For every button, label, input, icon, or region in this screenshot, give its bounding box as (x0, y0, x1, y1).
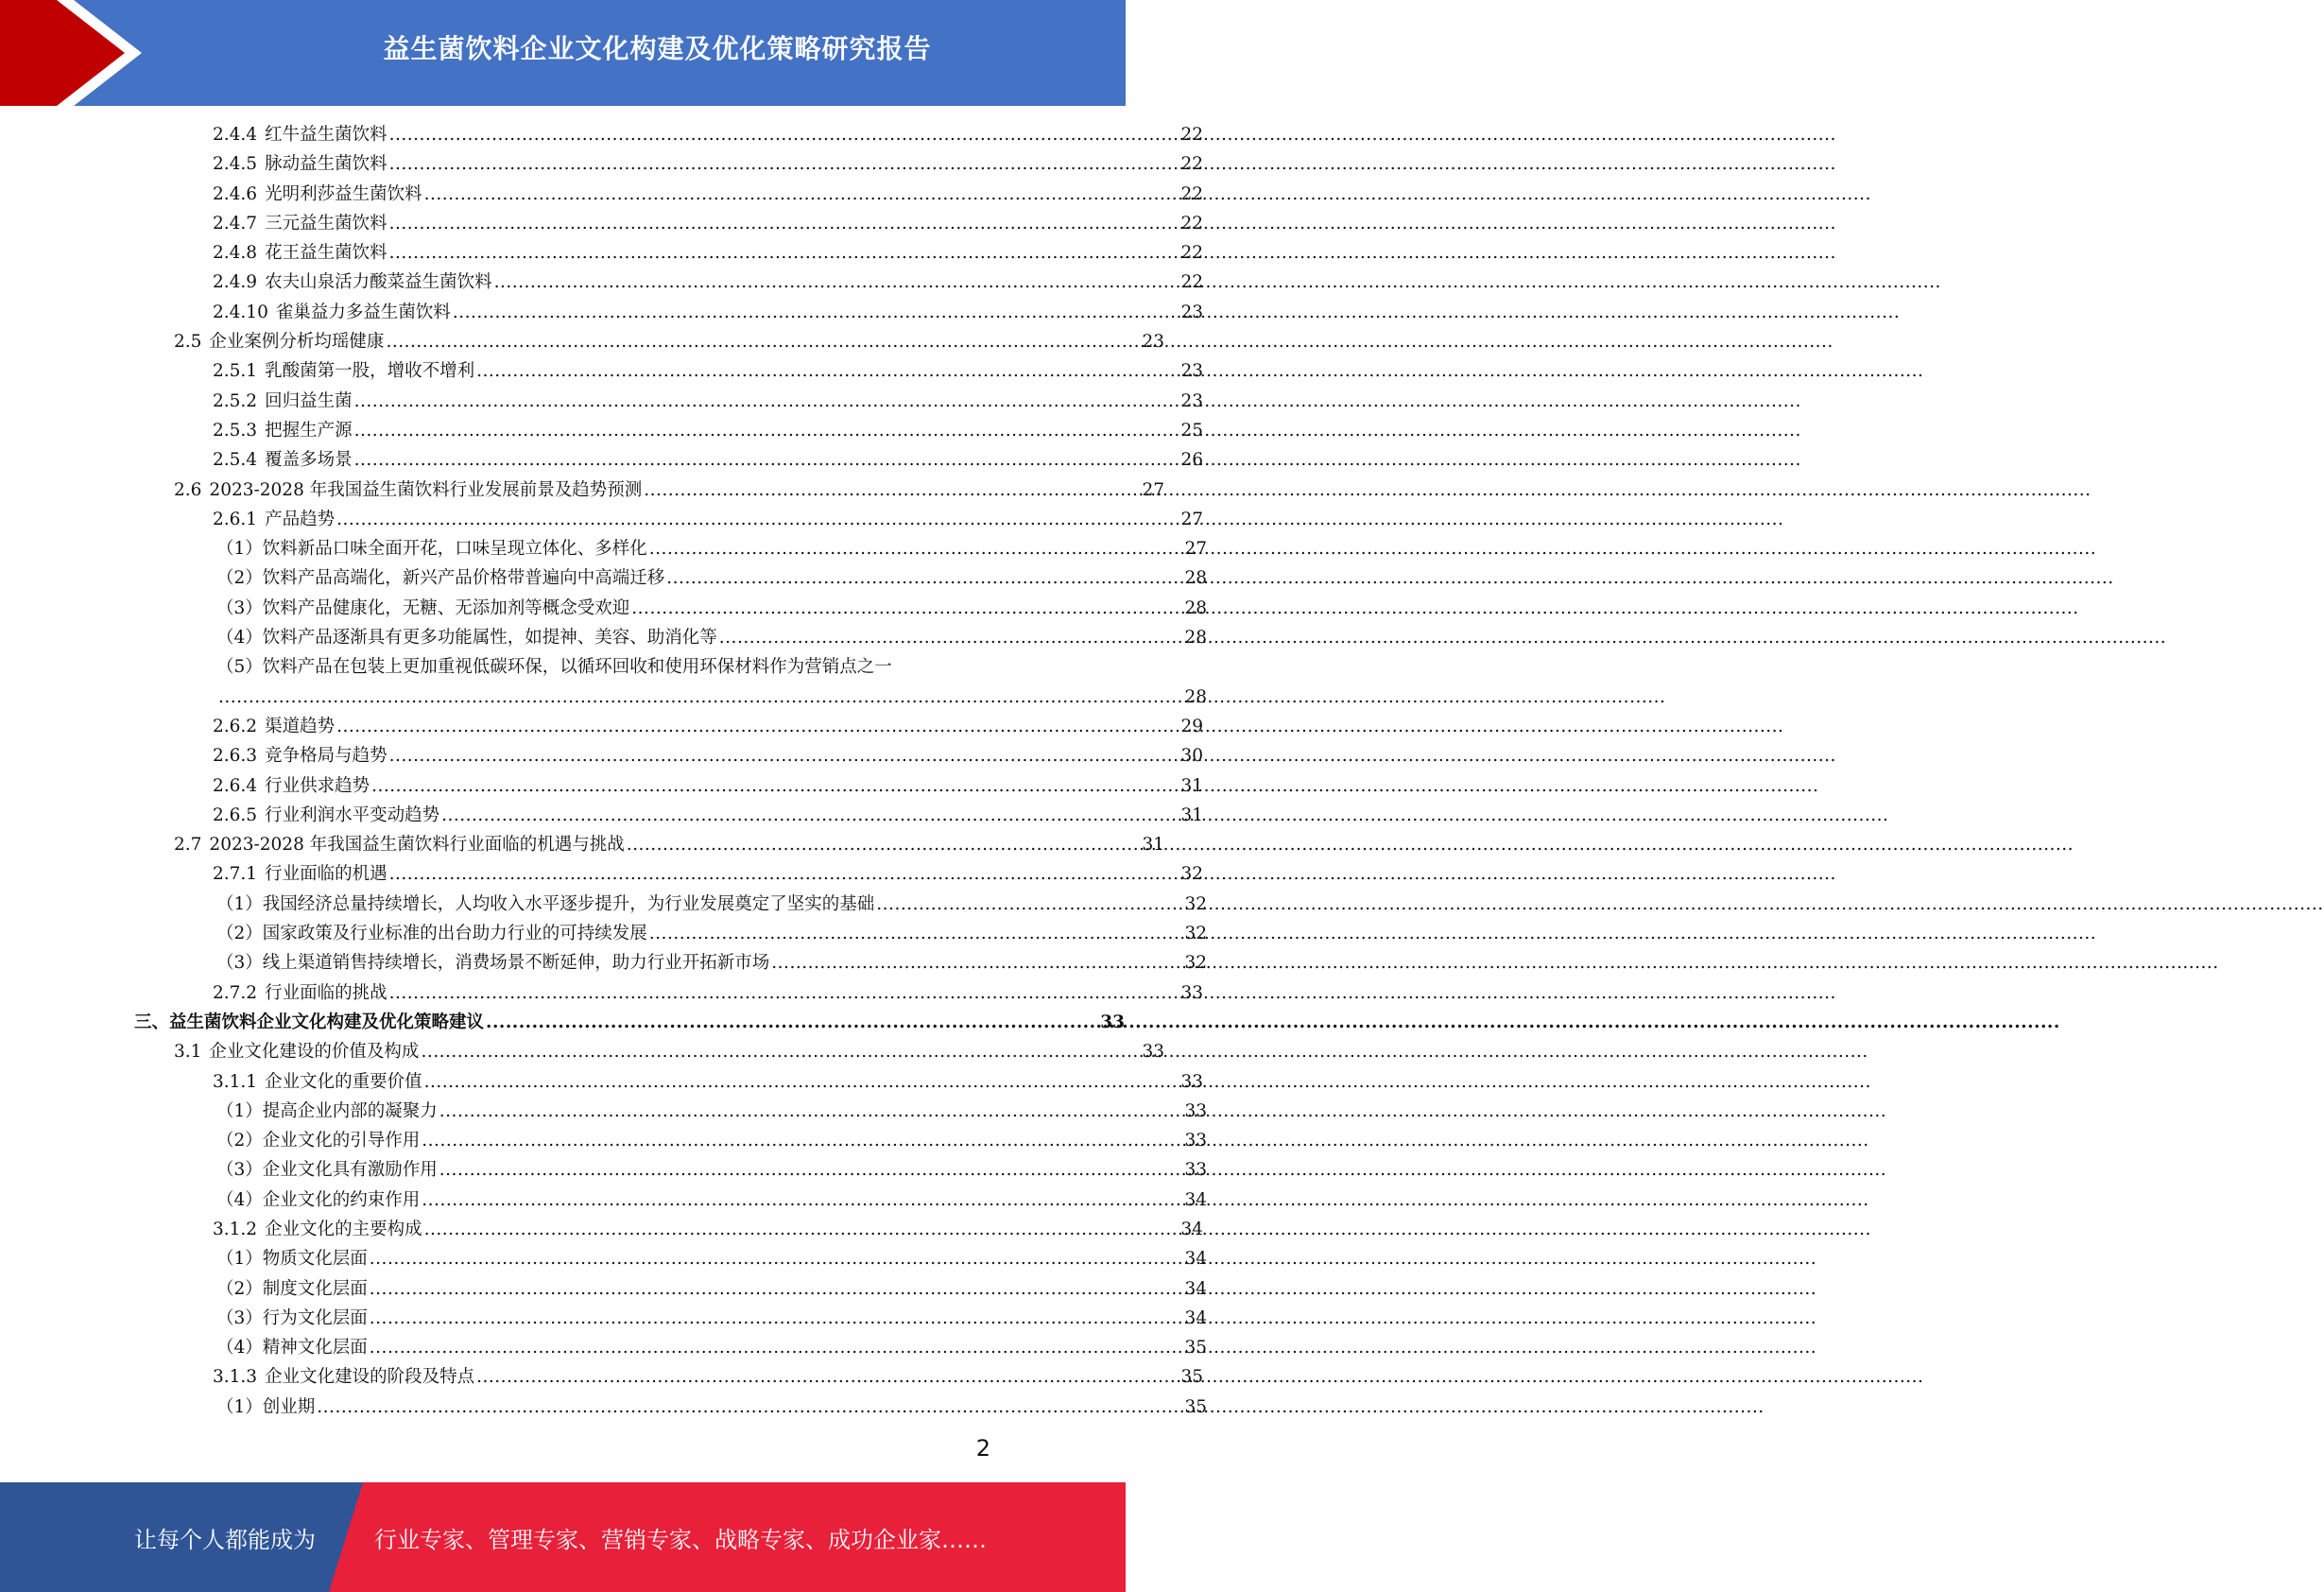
toc-entry-text: 物质文化层面 (262, 1249, 368, 1270)
toc-entry-text: 行业面临的机遇 (265, 864, 387, 885)
toc-entry[interactable] (0, 1362, 1203, 1392)
toc-leader-dots (336, 712, 1179, 741)
toc-entry[interactable] (0, 890, 1207, 919)
toc-leader-dots (644, 476, 1140, 505)
toc-leader-dots (439, 1097, 1183, 1126)
toc-entry-number: 2.4.7 (213, 213, 258, 234)
toc-page-number: 22 (1180, 154, 1203, 175)
toc-leader-dots (336, 505, 1179, 534)
toc-entry-number: 2.5.2 (213, 390, 258, 411)
toc-page-number: 32 (1180, 864, 1203, 885)
toc-entry-text: 脉动益生菌饮料 (265, 154, 387, 175)
toc-leader-dots (354, 416, 1179, 445)
toc-entry-label (213, 238, 387, 268)
toc-entry-label (213, 771, 370, 801)
toc-leader-dots (476, 356, 1179, 386)
toc-entry[interactable] (0, 652, 990, 682)
footer-roles: 行业专家、管理专家、营销专家、战略专家、成功企业家…… (374, 1526, 987, 1553)
toc-entry-label (134, 1008, 484, 1037)
toc-entry-number: 2.4.9 (213, 272, 258, 293)
toc-entry-text: 企业文化的重要价值 (265, 1071, 422, 1092)
toc-entry-label (213, 978, 387, 1008)
toc-entry-text: 企业文化的引导作用 (262, 1131, 421, 1151)
toc-entry-label (213, 298, 451, 327)
toc-entry[interactable] (0, 268, 1203, 297)
toc-entry[interactable] (0, 594, 1207, 623)
toc-page-number: 34 (1180, 1219, 1203, 1239)
toc-entry-text: 光明利莎益生菌饮料 (265, 183, 422, 204)
toc-entry-number: 3.1.3 (213, 1367, 258, 1388)
toc-entry-label (216, 652, 892, 682)
toc-entry-number: 2.6.4 (213, 775, 258, 796)
toc-entry-number: 2.6 (174, 479, 202, 500)
toc-entry-number: 2.4.5 (213, 154, 258, 175)
toc-entry-number: 3.1 (174, 1042, 202, 1063)
toc-entry-label (213, 859, 387, 889)
toc-entry-label (213, 1067, 422, 1097)
toc-page-number: 27 (1142, 479, 1164, 500)
toc-entry[interactable] (0, 1244, 1207, 1273)
toc-leader-dots (371, 771, 1179, 801)
toc-leader-dots (386, 327, 1140, 356)
toc-entry-text: 行业面临的挑战 (265, 982, 387, 1003)
toc-entry-text: 农夫山泉活力酸菜益生菌饮料 (265, 272, 492, 293)
toc-entry-text: 企业案例分析均瑶健康 (209, 332, 385, 353)
toc-entry-label (216, 1393, 315, 1422)
toc-entry-text: 覆盖多场景 (265, 450, 353, 471)
toc-entry-number: 2.5.3 (213, 420, 258, 441)
toc-page-number: 35 (1184, 1396, 1207, 1417)
toc-page-number: 34 (1184, 1307, 1207, 1328)
toc-leader-dots (370, 1274, 1183, 1304)
toc-entry-label (213, 445, 353, 475)
toc-leader-dots (389, 859, 1179, 889)
toc-page-number: 23 (1142, 332, 1164, 353)
toc-page-number: 32 (1184, 924, 1207, 944)
toc-leader-dots (424, 1067, 1179, 1097)
toc-entry-text: 创业期 (262, 1396, 316, 1417)
toc-entry-text: 精神文化层面 (262, 1338, 368, 1358)
toc-entry-number: 2.6.5 (213, 805, 258, 825)
toc-page-number: 33 (1184, 1131, 1207, 1151)
toc-leader-dots (494, 268, 1179, 297)
toc-entry[interactable] (0, 238, 1203, 268)
toc-page-number: 32 (1184, 893, 1207, 914)
toc-entry[interactable] (0, 771, 1203, 801)
toc-entry-text: 益生菌饮料企业文化构建及优化策略建议 (169, 1012, 485, 1032)
toc-entry[interactable] (0, 445, 1203, 475)
toc-entry[interactable] (0, 1155, 1207, 1185)
toc-entry-number: 2.5 (174, 332, 202, 353)
toc-entry-text: 红牛益生菌饮料 (265, 125, 387, 145)
toc-page-number: 26 (1180, 450, 1203, 471)
toc-page-number: 34 (1184, 1278, 1207, 1299)
toc-leader-dots (422, 1126, 1182, 1155)
toc-entry-label (216, 534, 647, 563)
toc-entry-number: （3） (216, 597, 263, 618)
toc-entry-number: 2.4.6 (213, 183, 258, 204)
toc-entry-label (216, 563, 664, 593)
toc-entry-label (216, 594, 629, 623)
toc-entry-number: （1） (216, 1249, 263, 1270)
toc-entry[interactable] (0, 416, 1203, 445)
toc-page-number: 22 (1180, 183, 1203, 204)
toc-entry-text: 2023-2028 年我国益生菌饮料行业发展前景及趋势预测 (209, 479, 643, 500)
toc-page-number: 27 (1180, 509, 1203, 529)
toc-page-number: 35 (1184, 1338, 1207, 1358)
toc-entry-continuation[interactable] (0, 683, 1207, 712)
toc-leader-dots (421, 1037, 1140, 1066)
toc-entry-text: 竞争格局与趋势 (265, 746, 387, 767)
toc-leader-dots (370, 1244, 1183, 1273)
toc-entry[interactable] (0, 476, 1164, 505)
toc-entry-label (213, 505, 335, 534)
toc-entry-number: （2） (216, 1131, 263, 1151)
toc-entry-number: （2） (216, 1278, 263, 1299)
toc-leader-dots (771, 948, 1182, 978)
toc-page-number: 31 (1142, 835, 1164, 856)
toc-entry-number: （4） (216, 1338, 263, 1358)
toc-entry[interactable] (0, 563, 1207, 593)
toc-leader-dots (389, 149, 1179, 179)
toc-entry[interactable] (0, 387, 1203, 416)
toc-page-number: 32 (1184, 953, 1207, 974)
toc-leader-dots (389, 209, 1179, 238)
toc-entry[interactable] (0, 1215, 1203, 1244)
toc-entry[interactable] (0, 741, 1203, 770)
toc-page-number: 29 (1180, 716, 1203, 736)
footer-slogan: 让每个人都能成为 (134, 1526, 316, 1553)
toc-page-number: 31 (1180, 805, 1203, 825)
toc-entry-number: （2） (216, 568, 263, 589)
toc-entry-number: （1） (216, 539, 263, 560)
toc-entry-text: 提高企业内部的凝聚力 (262, 1100, 438, 1121)
toc-entry[interactable] (0, 149, 1203, 179)
toc-page-number: 25 (1180, 420, 1203, 441)
toc-entry-label (216, 623, 717, 652)
toc-entry-label (174, 830, 625, 859)
toc-leader-dots (422, 1185, 1182, 1215)
toc-leader-dots (719, 623, 1183, 652)
toc-entry[interactable] (0, 978, 1203, 1008)
toc-entry[interactable] (0, 534, 1207, 563)
toc-entry-text: 饮料产品在包装上更加重视低碳环保，以循环回收和使用环保材料作为营销点之一 (262, 657, 892, 678)
toc-page-number: 28 (1184, 568, 1207, 589)
toc-entry-label (213, 801, 439, 830)
toc-entry[interactable] (0, 830, 1164, 859)
toc-entry-text: 企业文化建设的价值及构成 (209, 1042, 420, 1063)
toc-entry[interactable] (0, 1304, 1207, 1333)
toc-leader-dots (370, 1333, 1183, 1362)
toc-entry[interactable] (0, 1333, 1207, 1362)
toc-entry-text: 企业文化具有激励作用 (262, 1160, 438, 1181)
toc-page-number: 35 (1180, 1367, 1203, 1388)
toc-page-number: 30 (1180, 746, 1203, 767)
toc-leader-dots (441, 801, 1179, 830)
toc-entry-label (213, 120, 387, 149)
toc-entry-label (216, 1155, 438, 1185)
toc-entry[interactable] (0, 859, 1203, 889)
toc-leader-dots (424, 1215, 1179, 1244)
toc-page-number: 33 (1184, 1100, 1207, 1121)
toc-entry-text: 2023-2028 年我国益生菌饮料行业面临的机遇与挑战 (209, 835, 625, 856)
toc-leader-dots (389, 238, 1179, 268)
toc-entry-label (216, 1097, 438, 1126)
toc-entry-label (213, 149, 387, 179)
toc-entry[interactable] (0, 505, 1203, 534)
toc-page-number: 33 (1100, 1012, 1125, 1032)
toc-entry-text: 企业文化的约束作用 (262, 1189, 421, 1210)
toc-entry[interactable] (0, 356, 1203, 386)
toc-entry-number: （3） (216, 953, 263, 974)
toc-entry[interactable] (0, 1008, 1125, 1037)
toc-entry[interactable] (0, 209, 1203, 238)
toc-entry-text: 把握生产源 (265, 420, 353, 441)
toc-entry[interactable] (0, 1126, 1207, 1155)
toc-entry-label (216, 1333, 368, 1362)
toc-page-number: 33 (1142, 1042, 1164, 1063)
toc-entry-text: 线上渠道销售持续增长，消费场景不断延伸，助力行业开拓新市场 (262, 953, 770, 974)
toc-entry-label (213, 268, 492, 297)
toc-entry-label (216, 948, 769, 978)
toc-entry-number: 2.6.2 (213, 716, 258, 736)
toc-entry-label (216, 1185, 420, 1215)
toc-entry-text: 饮料新品口味全面开花，口味呈现立体化、多样化 (262, 539, 647, 560)
toc-entry[interactable] (0, 801, 1203, 830)
toc-entry-text: 产品趋势 (265, 509, 336, 529)
toc-leader-dots (317, 1393, 1182, 1422)
toc-entry-label (174, 1037, 419, 1066)
toc-entry[interactable] (0, 948, 1207, 978)
toc-entry-number: 2.7.2 (213, 982, 258, 1003)
toc-page-number: 28 (1184, 628, 1207, 649)
toc-page-number: 31 (1180, 775, 1203, 796)
toc-entry-label (213, 387, 353, 416)
toc-entry-text: 行业供求趋势 (265, 775, 370, 796)
toc-page-number: 27 (1184, 539, 1207, 560)
toc-entry-number: 2.5.1 (213, 361, 258, 382)
report-title: 益生菌饮料企业文化构建及优化策略研究报告 (383, 33, 932, 64)
toc-entry-text: 三元益生菌饮料 (265, 213, 387, 234)
toc-page-number: 23 (1180, 361, 1203, 382)
toc-entry-number: 2.4.4 (213, 125, 258, 145)
toc-entry-number: 2.7 (174, 835, 202, 856)
toc-entry-number: 三、 (134, 1012, 170, 1032)
header-arrow-graphic (0, 0, 151, 106)
toc-leader-dots (649, 534, 1183, 563)
toc-entry[interactable] (0, 1067, 1203, 1097)
toc-leader-dots (389, 978, 1179, 1008)
toc-page-number: 33 (1180, 982, 1203, 1003)
toc-entry[interactable] (0, 1274, 1207, 1304)
toc-entry[interactable] (0, 623, 1207, 652)
toc-entry-number: 2.4.10 (213, 302, 268, 322)
toc-page-number: 33 (1184, 1160, 1207, 1181)
toc-entry[interactable] (0, 1393, 1207, 1422)
toc-entry-text: 雀巢益力多益生菌饮料 (275, 302, 451, 322)
toc-page-number: 22 (1180, 272, 1203, 293)
toc-entry-number: （1） (216, 1396, 263, 1417)
toc-entry-text: 花王益生菌饮料 (265, 243, 387, 264)
toc-leader-dots (218, 683, 1182, 712)
toc-entry-number: （4） (216, 628, 263, 649)
toc-entry-number: 3.1.1 (213, 1071, 258, 1092)
toc-leader-dots (439, 1155, 1183, 1185)
toc-entry-text: 企业文化建设的阶段及特点 (265, 1367, 475, 1388)
toc-entry-label (216, 919, 647, 948)
toc-leader-dots (476, 1362, 1179, 1392)
toc-entry-label (213, 741, 387, 770)
toc-leader-dots (627, 830, 1141, 859)
toc-page-number: 28 (1184, 686, 1207, 707)
toc-entry-text: 渠道趋势 (265, 716, 336, 736)
toc-entry-label (213, 180, 422, 209)
toc-leader-dots (666, 563, 1182, 593)
toc-leader-dots (486, 1008, 1098, 1037)
toc-entry-text: 乳酸菌第一股，增收不增利 (265, 361, 475, 382)
toc-entry-number: 2.6.3 (213, 746, 258, 767)
toc-entry-text: 企业文化的主要构成 (265, 1219, 422, 1239)
toc-entry-label (216, 1304, 368, 1333)
header-bar (0, 0, 1126, 106)
toc-entry-number: 2.5.4 (213, 450, 258, 471)
toc-entry-label (174, 327, 384, 356)
toc-page-number: 22 (1180, 213, 1203, 234)
toc-leader-dots (876, 890, 1182, 919)
toc-page-number: 28 (1184, 597, 1207, 618)
footer-bar (0, 1482, 1126, 1592)
toc-entry-number: （4） (216, 1189, 263, 1210)
toc-entry-label (216, 1244, 368, 1273)
toc-page-number: 33 (1180, 1071, 1203, 1092)
toc-leader-dots (389, 120, 1179, 149)
toc-entry-label (213, 1215, 422, 1244)
toc-page-number: 34 (1184, 1189, 1207, 1210)
toc-leader-dots (370, 1304, 1183, 1333)
toc-entry[interactable] (0, 1097, 1207, 1126)
toc-entry-label (216, 890, 874, 919)
toc-page-number: 22 (1180, 125, 1203, 145)
toc-leader-dots (453, 298, 1179, 327)
toc-leader-dots (424, 180, 1179, 209)
toc-entry-label (213, 712, 335, 741)
toc-entry[interactable] (0, 298, 1203, 327)
toc-entry-number: 3.1.2 (213, 1219, 258, 1239)
toc-entry-text: 我国经济总量持续增长，人均收入水平逐步提升，为行业发展奠定了坚实的基础 (262, 893, 875, 914)
toc-page-number: 34 (1184, 1249, 1207, 1270)
toc-leader-dots (354, 387, 1179, 416)
toc-page-number: 22 (1180, 243, 1203, 264)
toc-leader-dots (649, 919, 1183, 948)
toc-entry[interactable] (0, 1037, 1164, 1066)
toc-entry-number: 2.7.1 (213, 864, 258, 885)
toc-leader-dots (354, 445, 1179, 475)
table-of-contents (0, 120, 1207, 1422)
toc-entry-text: 国家政策及行业标准的出台助力行业的可持续发展 (262, 924, 647, 944)
toc-entry-number: （5） (216, 657, 263, 678)
toc-entry-number: （2） (216, 924, 263, 944)
toc-entry[interactable] (0, 712, 1203, 741)
toc-entry-number: （3） (216, 1160, 263, 1181)
toc-entry-number: （1） (216, 893, 263, 914)
toc-page-number: 23 (1180, 390, 1203, 411)
toc-leader-dots (389, 741, 1179, 770)
toc-entry-number: （3） (216, 1307, 263, 1328)
toc-entry-label (213, 416, 353, 445)
toc-entry-text: 饮料产品健康化，无糖、无添加剂等概念受欢迎 (262, 597, 630, 618)
toc-entry-text: 回归益生菌 (265, 390, 353, 411)
toc-entry-number: 2.4.8 (213, 243, 258, 264)
toc-entry-number: 2.6.1 (213, 509, 258, 529)
toc-entry-text: 饮料产品高端化，新兴产品价格带普遍向中高端迁移 (262, 568, 665, 589)
toc-entry-text: 饮料产品逐渐具有更多功能属性，如提神、美容、助消化等 (262, 628, 717, 649)
toc-entry-label (213, 209, 387, 238)
toc-entry[interactable] (0, 120, 1203, 149)
toc-page-number: 23 (1180, 302, 1203, 322)
toc-entry-label (216, 1274, 368, 1304)
toc-entry-label (213, 1362, 474, 1392)
toc-entry[interactable] (0, 1185, 1207, 1215)
toc-entry-text: 行业利润水平变动趋势 (265, 805, 440, 825)
toc-entry-label (216, 1126, 420, 1155)
toc-entry-label (213, 356, 474, 386)
page-number: 2 (975, 1435, 990, 1462)
toc-entry-number: （1） (216, 1100, 263, 1121)
toc-entry[interactable] (0, 919, 1207, 948)
toc-entry-label (174, 476, 642, 505)
toc-entry[interactable] (0, 180, 1203, 209)
toc-entry-text: 行为文化层面 (262, 1307, 368, 1328)
toc-leader-dots (631, 594, 1182, 623)
toc-entry-text: 制度文化层面 (262, 1278, 368, 1299)
toc-entry[interactable] (0, 327, 1164, 356)
